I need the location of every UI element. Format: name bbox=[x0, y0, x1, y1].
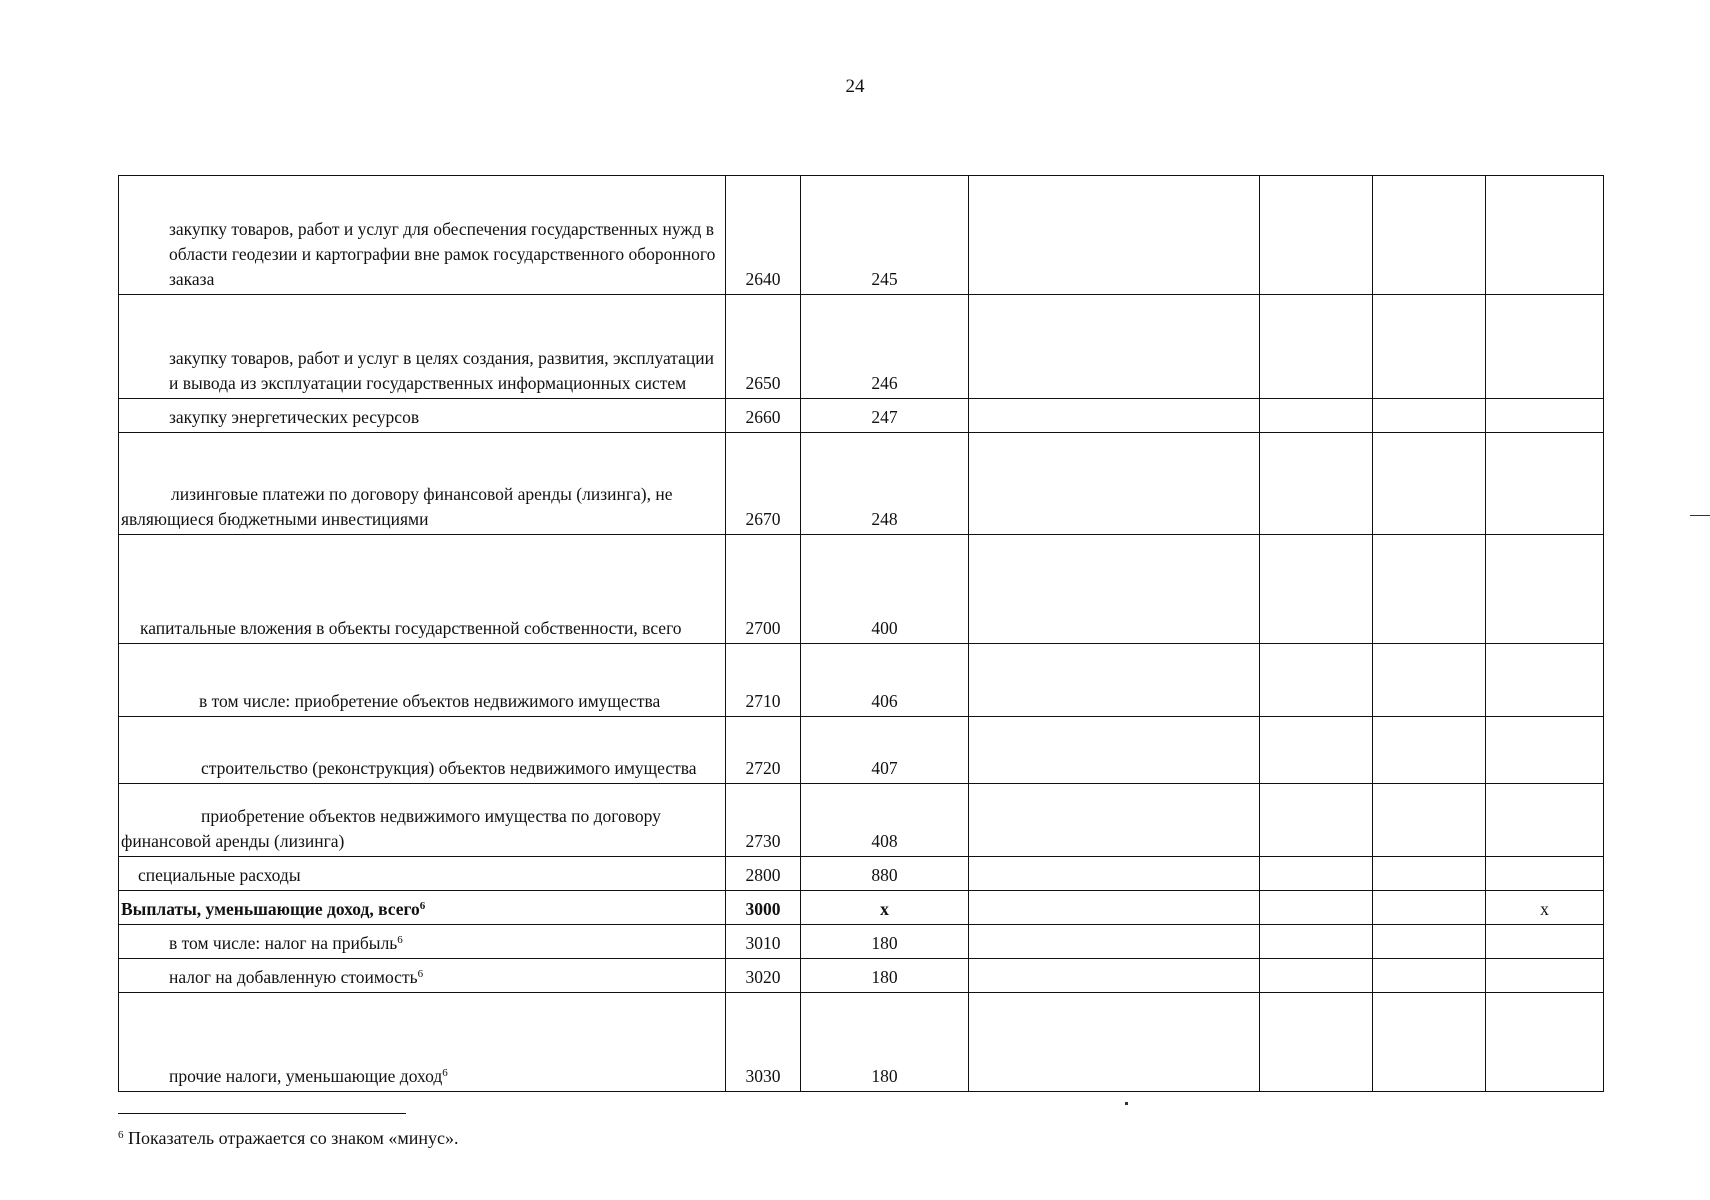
row-value-4 bbox=[969, 644, 1260, 717]
row-value-6 bbox=[1373, 925, 1486, 959]
row-code: 3020 bbox=[726, 959, 801, 993]
row-name-text: в том числе: налог на прибыль bbox=[169, 933, 398, 953]
row-value-7 bbox=[1486, 857, 1604, 891]
row-name bbox=[119, 891, 726, 925]
row-value-4 bbox=[969, 399, 1260, 433]
row-code: 3030 bbox=[726, 993, 801, 1092]
row-value-5 bbox=[1260, 993, 1373, 1092]
row-value-7 bbox=[1486, 717, 1604, 784]
table-row bbox=[119, 959, 1604, 993]
scan-edge-mark bbox=[1690, 515, 1710, 516]
row-value-5 bbox=[1260, 176, 1373, 295]
row-value-6 bbox=[1373, 295, 1486, 399]
row-kbk: 245 bbox=[801, 176, 969, 295]
row-value-5 bbox=[1260, 644, 1373, 717]
row-value-7 bbox=[1486, 644, 1604, 717]
row-name: строительство (реконструкция) объектов недвижимого имущества bbox=[119, 717, 726, 784]
row-kbk: 880 bbox=[801, 857, 969, 891]
row-value-5 bbox=[1260, 535, 1373, 644]
row-name-text: налог на добавленную стоимость bbox=[169, 967, 418, 987]
row-code: 3010 bbox=[726, 925, 801, 959]
row-name: приобретение объектов недвижимого имущества по договору финансовой аренды (лизинга) bbox=[119, 784, 726, 857]
row-value-4 bbox=[969, 717, 1260, 784]
row-value-6 bbox=[1373, 891, 1486, 925]
row-value-7 bbox=[1486, 399, 1604, 433]
row-value-6 bbox=[1373, 644, 1486, 717]
row-kbk: 180 bbox=[801, 993, 969, 1092]
row-kbk: x bbox=[801, 891, 969, 925]
row-value-4 bbox=[969, 959, 1260, 993]
table-row bbox=[119, 891, 1604, 925]
row-name: закупку товаров, работ и услуг в целях создания, развития, эксплуатации и вывода из эксплуатации государственных информационных систем bbox=[119, 295, 726, 399]
page-number: 24 bbox=[845, 76, 865, 97]
table-row bbox=[119, 399, 1604, 433]
row-code: 2710 bbox=[726, 644, 801, 717]
row-value-7: x bbox=[1486, 891, 1604, 925]
row-value-5 bbox=[1260, 399, 1373, 433]
row-name bbox=[119, 959, 726, 993]
row-value-5 bbox=[1260, 295, 1373, 399]
row-value-5 bbox=[1260, 784, 1373, 857]
row-kbk: 400 bbox=[801, 535, 969, 644]
footnote-text: Показатель отражается со знаком «минус». bbox=[123, 1128, 459, 1148]
footnote-mark: 6 bbox=[417, 968, 424, 980]
table-row bbox=[119, 176, 1604, 295]
row-value-6 bbox=[1373, 717, 1486, 784]
table-row bbox=[119, 857, 1604, 891]
row-value-5 bbox=[1260, 891, 1373, 925]
row-value-4 bbox=[969, 891, 1260, 925]
row-value-7 bbox=[1486, 784, 1604, 857]
row-value-6 bbox=[1373, 433, 1486, 535]
row-value-5 bbox=[1260, 717, 1373, 784]
row-value-7 bbox=[1486, 176, 1604, 295]
row-code: 2640 bbox=[726, 176, 801, 295]
row-code: 2800 bbox=[726, 857, 801, 891]
row-name: лизинговые платежи по договору финансовой аренды (лизинга), не являющиеся бюджетными инвестициями bbox=[119, 433, 726, 535]
row-value-6 bbox=[1373, 959, 1486, 993]
row-value-5 bbox=[1260, 959, 1373, 993]
footnote-mark: 6 bbox=[118, 1129, 124, 1141]
table-row bbox=[119, 993, 1604, 1092]
row-value-7 bbox=[1486, 959, 1604, 993]
footnote-mark: 6 bbox=[397, 934, 403, 946]
row-code: 2670 bbox=[726, 433, 801, 535]
row-code: 2700 bbox=[726, 535, 801, 644]
row-value-7 bbox=[1486, 993, 1604, 1092]
row-name-text: прочие налоги, уменьшающие доход bbox=[169, 1066, 443, 1086]
table-row bbox=[119, 433, 1604, 535]
row-kbk: 246 bbox=[801, 295, 969, 399]
row-value-6 bbox=[1373, 993, 1486, 1092]
row-code: 3000 bbox=[726, 891, 801, 925]
row-kbk: 247 bbox=[801, 399, 969, 433]
row-name bbox=[119, 993, 726, 1092]
row-name bbox=[119, 925, 726, 959]
row-kbk: 406 bbox=[801, 644, 969, 717]
row-name: капитальные вложения в объекты государственной собственности, всего bbox=[119, 535, 726, 644]
table-row bbox=[119, 717, 1604, 784]
row-value-7 bbox=[1486, 925, 1604, 959]
row-value-7 bbox=[1486, 433, 1604, 535]
row-kbk: 248 bbox=[801, 433, 969, 535]
row-value-6 bbox=[1373, 857, 1486, 891]
row-value-5 bbox=[1260, 857, 1373, 891]
scan-speck bbox=[1125, 1102, 1128, 1105]
row-value-5 bbox=[1260, 925, 1373, 959]
row-kbk: 180 bbox=[801, 925, 969, 959]
row-value-4 bbox=[969, 925, 1260, 959]
row-value-6 bbox=[1373, 399, 1486, 433]
table-row bbox=[119, 644, 1604, 717]
row-value-7 bbox=[1486, 295, 1604, 399]
footnote bbox=[118, 1128, 459, 1149]
row-code: 2650 bbox=[726, 295, 801, 399]
table-row bbox=[119, 784, 1604, 857]
row-value-4 bbox=[969, 535, 1260, 644]
row-name: специальные расходы bbox=[119, 857, 726, 891]
row-value-4 bbox=[969, 993, 1260, 1092]
table-row bbox=[119, 295, 1604, 399]
row-name: закупку энергетических ресурсов bbox=[119, 399, 726, 433]
row-name: в том числе: приобретение объектов недвижимого имущества bbox=[119, 644, 726, 717]
row-value-7 bbox=[1486, 535, 1604, 644]
row-value-4 bbox=[969, 784, 1260, 857]
row-value-6 bbox=[1373, 535, 1486, 644]
row-code: 2660 bbox=[726, 399, 801, 433]
footnote-mark: 6 bbox=[442, 1067, 448, 1079]
row-value-6 bbox=[1373, 176, 1486, 295]
table-row bbox=[119, 535, 1604, 644]
row-name: закупку товаров, работ и услуг для обеспечения государственных нужд в области геодезии и картографии вне рамок государственного оборонного заказа bbox=[119, 176, 726, 295]
row-kbk: 407 bbox=[801, 717, 969, 784]
row-name-text: Выплаты, уменьшающие доход, всего bbox=[121, 899, 420, 919]
footnote-divider bbox=[118, 1113, 406, 1114]
row-kbk: 408 bbox=[801, 784, 969, 857]
row-value-4 bbox=[969, 857, 1260, 891]
row-value-5 bbox=[1260, 433, 1373, 535]
row-kbk: 180 bbox=[801, 959, 969, 993]
table-row bbox=[119, 925, 1604, 959]
row-value-6 bbox=[1373, 784, 1486, 857]
report-table bbox=[118, 175, 1604, 1092]
footnote-mark: 6 bbox=[419, 900, 426, 912]
row-code: 2730 bbox=[726, 784, 801, 857]
row-value-4 bbox=[969, 433, 1260, 535]
row-value-4 bbox=[969, 176, 1260, 295]
row-code: 2720 bbox=[726, 717, 801, 784]
row-value-4 bbox=[969, 295, 1260, 399]
